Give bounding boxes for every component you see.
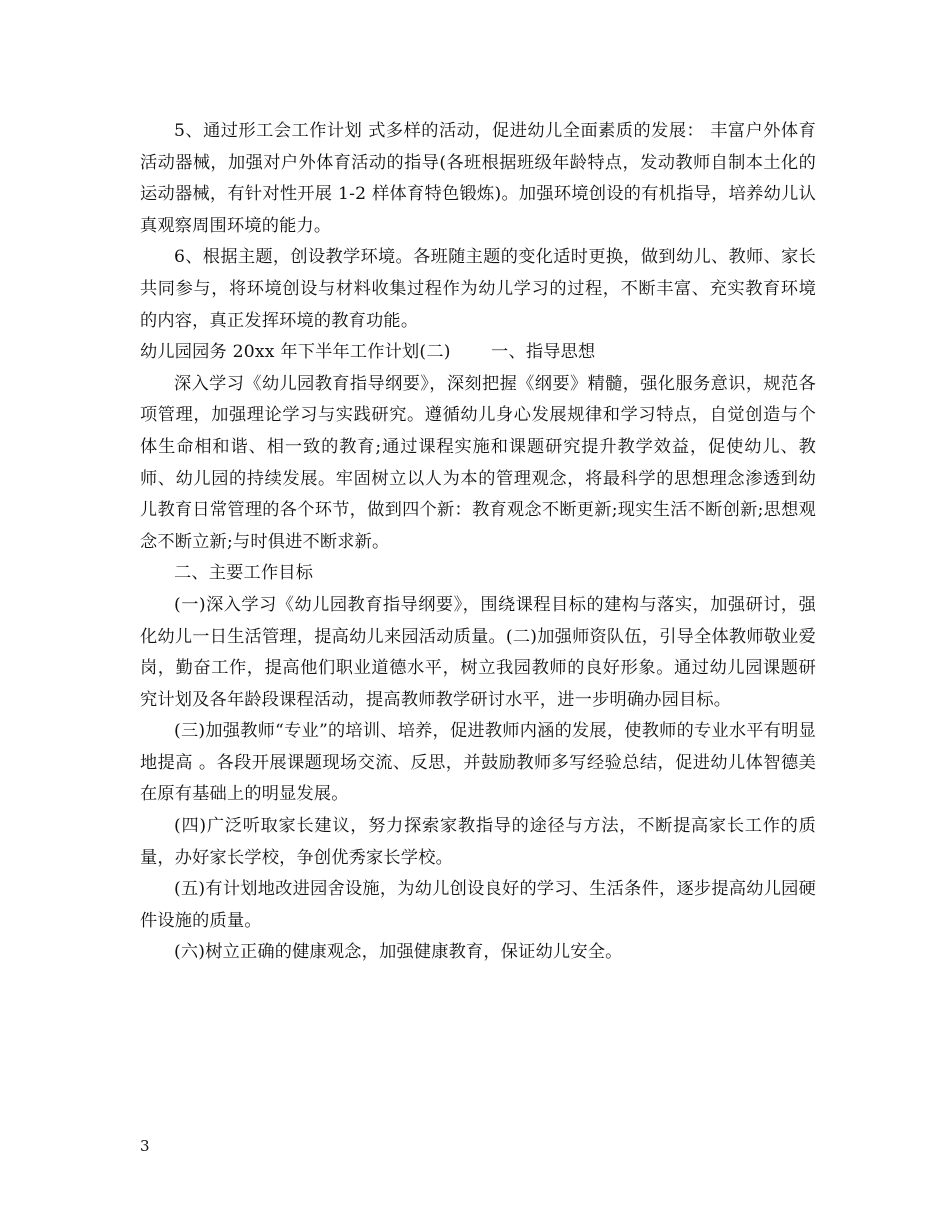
document-body: [140, 116, 816, 969]
paragraph-goal-six: (六)树立正确的健康观念，加强健康教育，保证幼儿安全。: [174, 942, 623, 963]
paragraph-goal-five: (五)有计划地改进园舍设施，为幼儿创设良好的学习、生活条件，逐步提高幼儿园硬件设施的质量。: [140, 879, 816, 931]
paragraph-goal-three: (三)加强教师“专业”的培训、培养，促进教师内涵的发展，使教师的专业水平有明显地提高 。各段开展课题现场交流、反思，并鼓励教师多写经验总结，促进幼儿体智德美在原有基础上的明显发展。: [140, 721, 816, 805]
paragraph-guiding-ideology: 深入学习《幼儿园教育指导纲要》，深刻把握《纲要》精髓，强化服务意识，规范各项管理，加强理论学习与实践研究。遵循幼儿身心发展规律和学习特点，自觉创造与个体生命相和谐、相一致的教育;通过课程实施和课题研究提升教学效益，促使幼儿、教师、幼儿园的持续发展。牢固树立以人为本的管理观念，将最科学的思想理念渗透到幼儿教育日常管理的各个环节，做到四个新：教育观念不断更新;现实生活不断创新;思想观念不断立新;与时俱进不断求新。: [140, 373, 816, 552]
section-title-work-plan: 幼儿园园务 20xx 年下半年工作计划(二) 一、指导思想: [140, 342, 596, 363]
heading-main-goals: 二、主要工作目标: [174, 563, 314, 584]
page-number: 3: [140, 1137, 150, 1155]
paragraph-goal-four: (四)广泛听取家长建议，努力探索家教指导的途径与方法，不断提高家长工作的质量，办好家长学校，争创优秀家长学校。: [140, 816, 816, 868]
paragraph-outdoor-activities: 5、通过形工会工作计划 式多样的活动，促进幼儿全面素质的发展： 丰富户外体育活动器械，加强对户外体育活动的指导(各班根据班级年龄特点，发动教师自制本土化的运动器械，有针对性开展 1-2 样体育特色锻炼)。加强环境创设的有机指导，培养幼儿认真观察周围环境的能力。: [140, 121, 816, 236]
paragraph-teaching-environment: 6、根据主题，创设教学环境。各班随主题的变化适时更换，做到幼儿、教师、家长共同参与，将环境创设与材料收集过程作为幼儿学习的过程，不断丰富、充实教育环境的内容，真正发挥环境的教育功能。: [140, 247, 816, 331]
paragraph-goal-one-two: (一)深入学习《幼儿园教育指导纲要》，围绕课程目标的建构与落实，加强研讨，强化幼儿一日生活管理，提高幼儿来园活动质量。(二)加强师资队伍，引导全体教师敬业爱岗，勤奋工作，提高他们职业道德水平，树立我园教师的良好形象。通过幼儿园课题研究计划及各年龄段课程活动，提高教师教学研讨水平，进一步明确办园目标。: [140, 594, 816, 710]
